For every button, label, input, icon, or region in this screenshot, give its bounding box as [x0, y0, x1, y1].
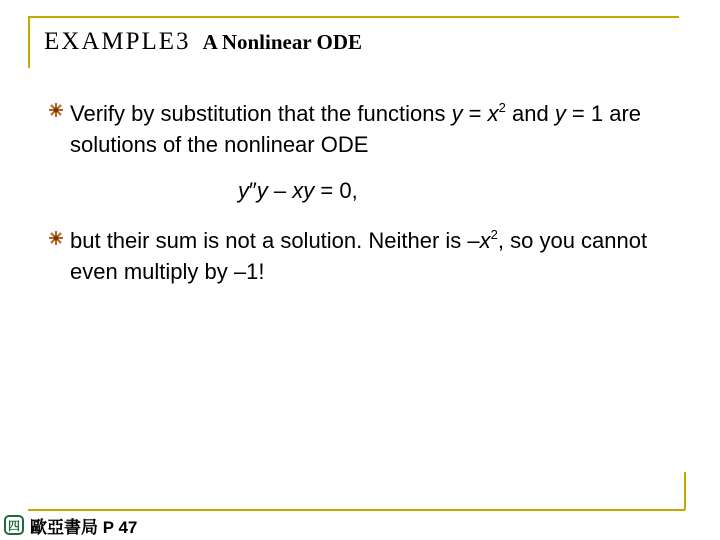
- example-subtitle: A Nonlinear ODE: [202, 30, 363, 54]
- eq-minus: –: [267, 178, 293, 203]
- top-rule-vertical: [28, 16, 30, 68]
- eq-rhs: = 0,: [314, 178, 358, 203]
- eq-term-xy: xy: [292, 178, 315, 203]
- eq-double-prime: ″: [249, 178, 257, 203]
- footer: [4, 513, 137, 537]
- bullet-2-var-x: x: [479, 228, 491, 253]
- bullet-1-var-y: y: [451, 101, 463, 126]
- eq-term-y: y: [238, 178, 249, 203]
- bullet-1-var-y2: y: [554, 101, 566, 126]
- ode-equation: [238, 178, 358, 204]
- bullet-2-exponent: 2: [490, 227, 498, 242]
- bullet-paragraph-1: [70, 98, 682, 160]
- bullet-1-exponent: 2: [498, 100, 506, 115]
- bullet-1-var-x: x: [487, 101, 499, 126]
- footer-text: 歐亞書局 P 47: [30, 517, 138, 537]
- bullet-1-text-start: Verify by substitution that the functions: [70, 101, 452, 126]
- bottom-rule-vertical: [684, 472, 686, 510]
- bullet-paragraph-2: [70, 225, 682, 287]
- bullet-2-text-start: but their sum is not a solution. Neither is –: [70, 228, 480, 253]
- bullet-1-text-mid: and: [505, 101, 555, 126]
- publisher-logo-icon: 四: [4, 515, 24, 535]
- top-rule-horizontal: [28, 16, 679, 18]
- bottom-rule-horizontal: [28, 509, 685, 511]
- bullet-1-text-end: = 1 are solutions of the nonlinear ODE: [70, 101, 642, 157]
- eq-term-y2: y: [256, 178, 268, 203]
- bullet-1-equals: =: [462, 101, 488, 126]
- starburst-bullet-icon: [48, 102, 64, 118]
- starburst-bullet-icon: [48, 230, 64, 246]
- example-label: EXAMPLE3: [44, 28, 191, 55]
- bullet-2-text-end: , so you cannot even multiply by –1!: [70, 228, 648, 284]
- slide-title: [44, 28, 362, 56]
